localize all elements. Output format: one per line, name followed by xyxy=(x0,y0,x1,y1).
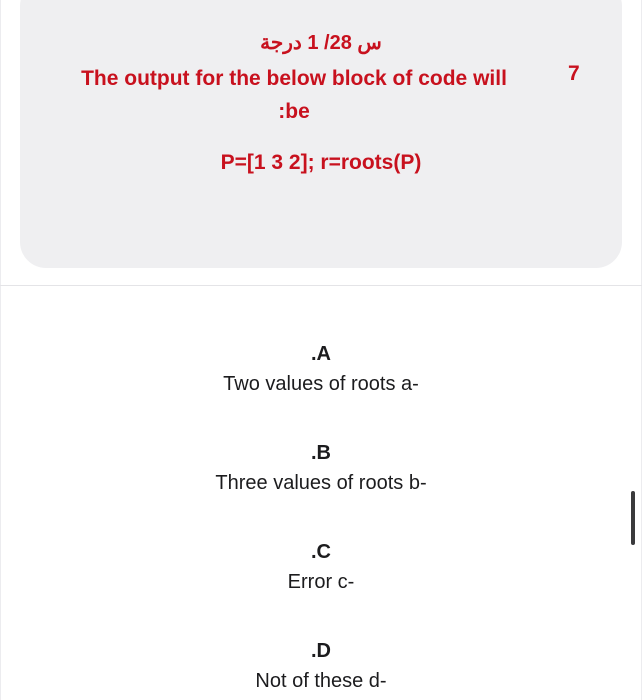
option-d-letter: .D xyxy=(311,640,331,662)
question-number: 7 xyxy=(568,62,580,85)
option-b-text: Three values of roots b- xyxy=(215,472,427,494)
option-a-letter: .A xyxy=(311,343,331,365)
question-text-line-2: :be xyxy=(278,100,310,123)
question-code: P=[1 3 2]; r=roots(P) xyxy=(220,151,422,174)
option-c[interactable] xyxy=(0,537,642,597)
option-c-letter: .C xyxy=(311,541,331,563)
question-header: س 28/ 1 درجة xyxy=(260,32,382,54)
section-divider xyxy=(0,285,642,286)
option-d-text: Not of these d- xyxy=(255,670,387,692)
option-a[interactable] xyxy=(0,339,642,399)
option-b-letter: .B xyxy=(311,442,331,464)
option-b[interactable] xyxy=(0,438,642,498)
option-a-text: Two values of roots a- xyxy=(223,373,419,395)
scrollbar-thumb[interactable] xyxy=(631,491,635,545)
option-c-text: Error c- xyxy=(287,571,355,593)
question-text xyxy=(40,62,548,128)
option-d[interactable] xyxy=(0,636,642,696)
question-text-line-1: The output for the below block of code will xyxy=(81,67,507,90)
